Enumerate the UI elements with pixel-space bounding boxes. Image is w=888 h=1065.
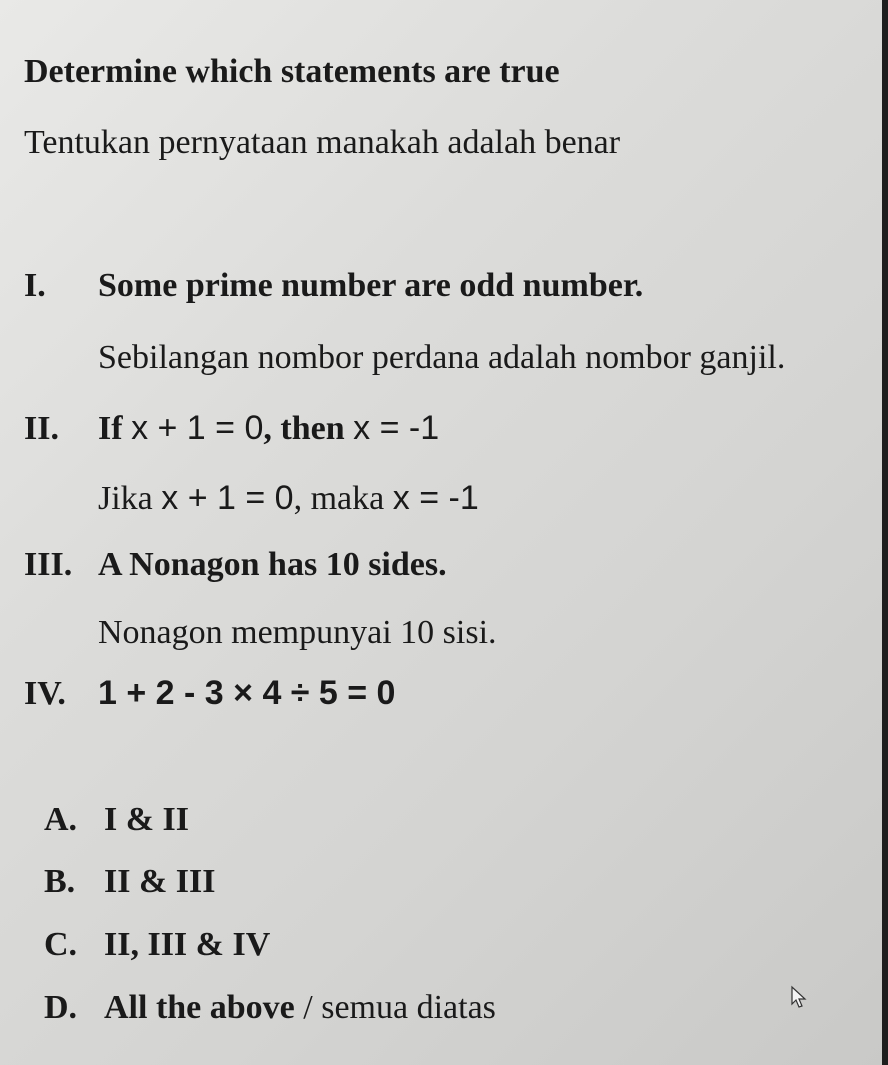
option-c[interactable] [44,925,270,965]
statement-4 [24,673,395,714]
statement-3-english: A Nonagon has 10 sides. [98,546,447,583]
option-d-malay: / semua diatas [303,989,496,1026]
statement-2-equation-1: x + 1 = 0 [131,409,264,447]
statement-2-maka: , maka [293,480,385,517]
option-c-letter: C. [44,926,78,963]
option-c-text: II, III & IV [104,926,271,963]
statement-3-malay: Nonagon mempunyai 10 sisi. [98,614,497,651]
mouse-cursor-icon [790,985,808,1009]
option-b[interactable] [44,862,215,902]
option-d-english: All the above [104,989,304,1026]
statement-2-malay-equation-1: x + 1 = 0 [161,479,294,517]
statement-3 [24,545,447,585]
option-b-text: II & III [104,863,216,900]
statement-4-numeral: IV. [24,675,66,712]
statement-2-then: , then [263,410,345,447]
statement-2-numeral: II. [24,410,59,447]
statement-2-jika: Jika [98,480,153,517]
option-d-letter: D. [44,989,78,1026]
statement-3-numeral: III. [24,546,73,583]
statement-1-numeral: I. [24,267,46,304]
heading-malay: Tentukan pernyataan manakah adalah benar [24,124,621,161]
statement-4-expression: 1 + 2 - 3 × 4 ÷ 5 = 0 [98,674,396,712]
statement-1-malay: Sebilangan nombor perdana adalah nombor ganjil. [98,339,786,376]
option-b-letter: B. [44,863,76,900]
heading-english: Determine which statements are true [24,53,560,90]
statement-1-english: Some prime number are odd number. [98,267,644,304]
statement-2 [24,408,439,449]
statement-1 [24,266,643,306]
statement-2-malay [98,478,479,519]
option-a-letter: A. [44,801,78,838]
statement-2-if: If [98,410,123,447]
option-a-text: I & II [104,801,190,838]
option-a[interactable] [44,800,189,840]
screen-edge [882,0,888,1065]
statement-2-equation-2: x = -1 [353,409,440,447]
statement-2-malay-equation-2: x = -1 [392,479,479,517]
option-d-text-en [104,989,496,1026]
option-d[interactable] [44,988,496,1028]
